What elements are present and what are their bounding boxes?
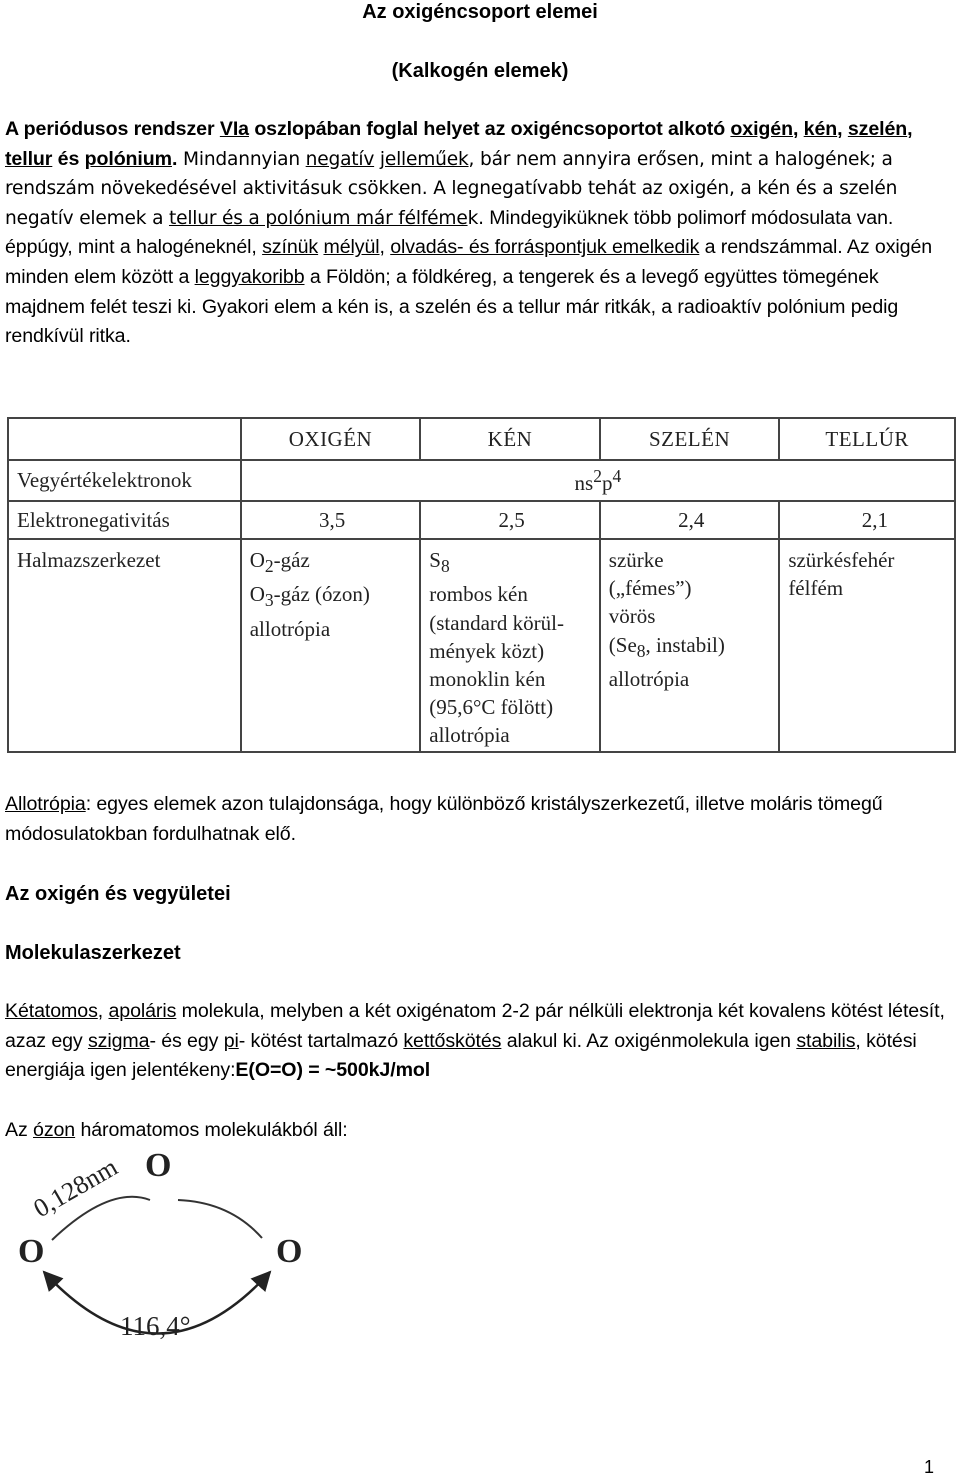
table-header-row [8,418,955,460]
comma: , [379,236,391,259]
text: - és egy [149,1029,224,1052]
text: - kötést tartalmazó [238,1029,404,1052]
row-label-elektronegativitas: Elektronegativitás [8,501,241,539]
link-szelen: szelén [847,118,908,140]
config-sup: 4 [612,465,622,486]
properties-table [7,417,956,753]
link-apolaris: apoláris [108,1000,177,1022]
intro-paragraph [5,115,955,352]
link-ken: kén [803,118,838,140]
table-row [8,501,955,539]
word-es: és [52,147,85,170]
bond-line-right [178,1200,262,1238]
config-p: p [601,470,613,495]
text: , kötési energiája igen jelentékeny: [5,1029,917,1082]
comma: , [97,1000,109,1022]
heading-molekula: Molekulaszerkezet [5,942,181,964]
text: allotrópia [249,616,331,641]
sub: 8 [440,556,450,577]
text: alakul ki. Az oxigénmolekula igen [501,1029,797,1052]
page-title: Az oxigéncsoport elemei [362,1,598,23]
intro-b2: oszlopában foglal helyet az oxigéncsoportot alkotó [248,118,731,140]
atom-o-left: O [18,1233,45,1270]
text: háromatomos molekulákból áll: [75,1119,348,1141]
config-sup: 2 [593,465,602,486]
sym-o: O [249,548,265,572]
cell-szelen-halmaz [600,539,780,752]
atom-o-top: O [145,1147,172,1184]
intro-t2: , bár nem annyira erősen, mint a halogének; a rendszám növekedésével aktivitásuk csökken. A legnegatívabb tehát az oxigén, a kén és a szelén negatív elemek a [5,148,898,229]
row-label-vegyertek: Vegyértékelektronok [8,460,241,501]
atom-o-right: O [276,1233,303,1270]
cell-tellur-halmaz [779,539,955,752]
sym-o: O [249,582,265,607]
table-row [8,539,955,752]
sub: 8 [636,640,646,661]
cell-ken-halmaz [420,539,600,752]
angle-label: 116,4° [120,1311,191,1341]
text: szürke („fémes”) vörös [608,548,692,629]
heading-oxigen: Az oxigén és vegyületei [5,883,231,905]
dot: . [171,147,178,170]
intro-t5: a rendszámmal. Az oxigén minden elem között a [5,236,933,288]
text: allotrópia [608,667,690,691]
link-pi: pi [223,1029,239,1052]
link-allotropia: Allotrópia [5,793,86,815]
intro-t6: a Földön; a földkéreg, a tengerek és a levegő együttes tömegének majdnem felét teszi ki. Gyakori elem a kén is, a szelén és a tellur már ritkák, a radioaktív polónium pedig rendkívül ritka. [5,265,899,348]
sub: 2 [264,556,274,577]
intro-t3: k. [467,207,484,229]
ozone-diagram [0,1140,340,1355]
link-leggyakoribb: leggyakoribb [194,265,305,288]
link-melyul: mélyül [323,236,380,259]
link-szinuk: színük [262,236,319,259]
text: -gáz (ózon) [273,582,370,607]
comma: , [907,118,913,140]
link-tellur: tellur [5,147,53,170]
comma: , [792,118,804,140]
bond-energy: E(O=O) = ~500kJ/mol [235,1059,431,1082]
table-cell: 3,5 [241,501,421,539]
text: Az [5,1119,34,1141]
link-kettoskotes: kettőskötés [403,1029,502,1052]
row-label-halmazszerkezet: Halmazszerkezet [8,539,241,752]
table-header-cell [8,418,241,460]
table-row [8,460,955,501]
comma: , [837,118,843,140]
table-header-cell: TELLÚR [779,418,955,460]
link-negativ: negatív [305,148,375,170]
cell-oxigen-halmaz [241,539,421,752]
link-polonium: polónium [84,147,172,170]
link-tellur-polonium: tellur és a polónium már félféme [168,207,468,229]
intro-t4: Mindegyiküknek több polimorf módosulata van. éppúgy, mint a halogéneknél, [5,206,894,259]
sub: 3 [264,590,274,611]
table-header-cell: SZELÉN [600,418,780,460]
table-cell: 2,4 [600,501,780,539]
cell-vegyertek [241,460,955,501]
link-oxigen: oxigén [730,118,793,140]
text: , instabil) [645,632,725,657]
text: (Se [608,632,637,657]
text: molekula, melyben a két oxigénatom 2-2 pár nélküli elektronja két kovalens kötést létesít, azaz egy [5,1000,945,1052]
table-cell: 2,5 [420,501,600,539]
sym-s: S [429,548,441,572]
config-ns: ns [574,470,594,495]
page-subtitle: (Kalkogén elemek) [391,60,569,82]
table-header-cell: KÉN [420,418,600,460]
intro-t1: Mindannyian [177,148,306,170]
allotropia-paragraph [5,790,955,849]
link-stabilis: stabilis [796,1029,856,1052]
molekula-paragraph [5,997,955,1086]
intro-b1: A periódusos rendszer [5,118,220,140]
text: szürkésfehér félfém [788,548,895,601]
link-szigma: szigma [87,1029,150,1052]
link-ketatomos: Kétatomos [5,1000,98,1022]
link-jellemuek: jelleműek [379,148,469,170]
text: rombos kén (standard körül- mények közt) monoklin kén (95,6°C fölött) allotrópia [429,582,564,748]
link-olvadas: olvadás- és forráspontjuk emelkedik [390,236,700,259]
link-via: VIa [219,118,249,140]
text: -gáz [273,548,310,572]
table-header-cell: OXIGÉN [241,418,421,460]
table-cell: 2,1 [779,501,955,539]
page-number: 1 [924,1457,935,1477]
bond-length-label: 0,128nm [28,1152,123,1224]
text: : egyes elemek azon tulajdonsága, hogy különböző kristályszerkezetű, illetve moláris tömegű módosulatokban fordulhatnak elő. [5,793,883,845]
link-ozon: ózon [33,1119,76,1141]
